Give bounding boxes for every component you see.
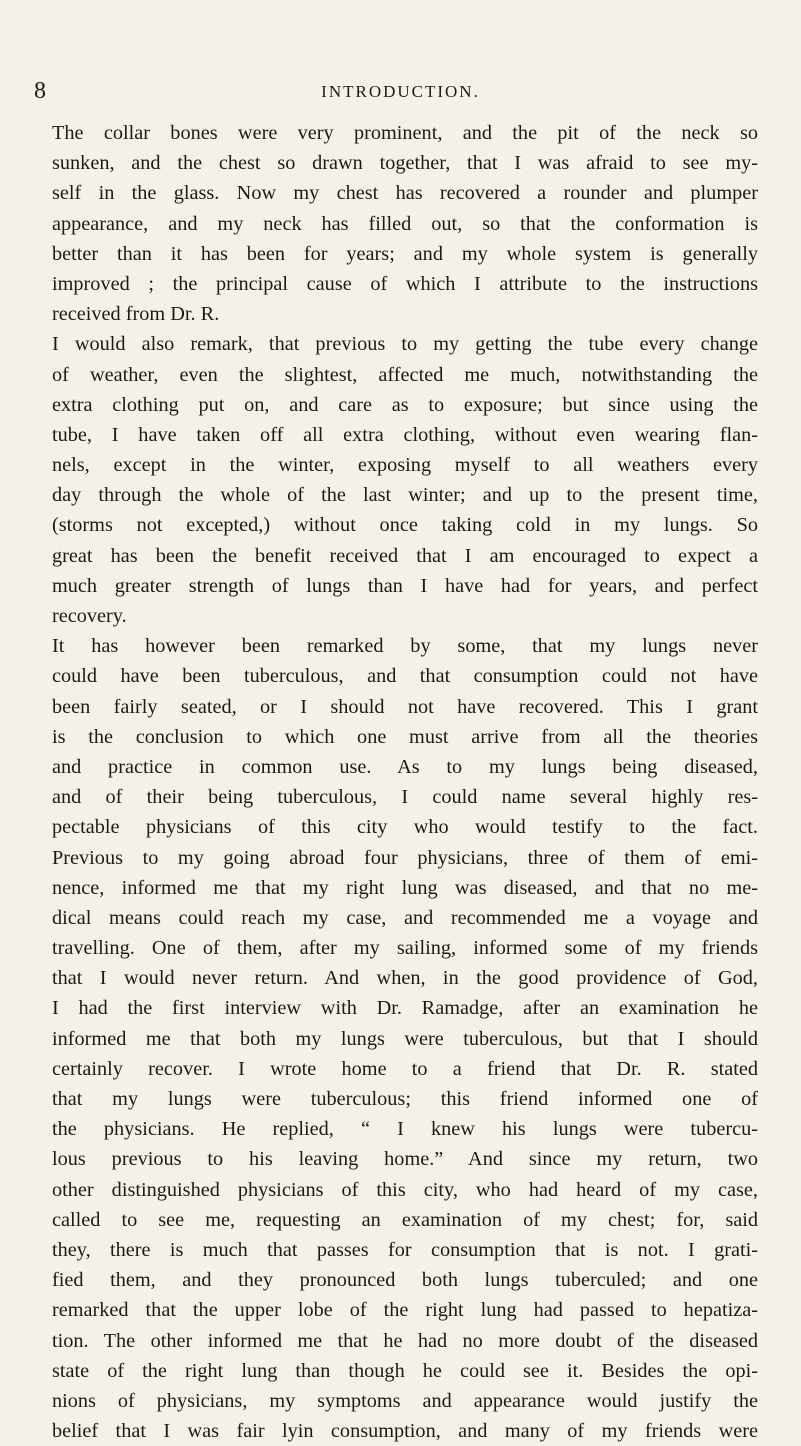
text-line: sunken, and the chest so drawn together, that I was afraid to see my- (52, 152, 758, 175)
text-line: fied them, and they pronounced both lungs tuberculed; and one (52, 1269, 758, 1292)
text-line: improved ; the principal cause of which I attribute to the instructions (52, 272, 758, 295)
text-line: that my lungs were tuberculous; this friend informed one of (52, 1088, 758, 1110)
text-line: certainly recover. I wrote home to a friend that Dr. R. stated (52, 1057, 758, 1080)
page-number: 8 (34, 78, 46, 104)
text-line: informed me that both my lungs were tuberculous, but that I should (52, 1027, 758, 1050)
text-line: is the conclusion to which one must arrive from all the theories (52, 725, 758, 748)
text-line: recovery. (52, 605, 127, 627)
text-line: and practice in common use. As to my lungs being diseased, (52, 755, 758, 778)
text-line: could have been tuberculous, and that consumption could not have (52, 665, 758, 688)
text-line: day through the whole of the last winter; and up to the present time, (52, 484, 758, 507)
text-line: much greater strength of lungs than I have had for years, and perfect (52, 574, 758, 597)
text-line: they, there is much that passes for consumption that is not. I grati- (52, 1238, 758, 1261)
text-line: extra clothing put on, and care as to exposure; but since using the (52, 393, 758, 416)
text-line: remarked that the upper lobe of the right lung had passed to hepatiza- (52, 1299, 758, 1322)
running-head: INTRODUCTION. (321, 82, 480, 101)
text-line: great has been the benefit received that I am encouraged to expect a (52, 544, 758, 567)
text-line: nence, informed me that my right lung was diseased, and that no me- (52, 876, 758, 899)
text-line: It has however been remarked by some, that my lungs never (52, 635, 758, 658)
text-line: that I would never return. And when, in the good providence of God, (52, 967, 758, 990)
text-line: (storms not excepted,) without once taking cold in my lungs. So (52, 514, 758, 537)
text-line: nels, except in the winter, exposing myself to all weathers every (52, 454, 758, 477)
text-line: appearance, and my neck has filled out, so that the conformation is (52, 212, 758, 235)
text-line: Previous to my going abroad four physicians, three of them of emi- (52, 846, 758, 869)
text-line: travelling. One of them, after my sailing, informed some of my friends (52, 937, 758, 960)
text-line: the physicians. He replied, “ I knew his lungs were tubercu- (52, 1118, 758, 1141)
page-header (34, 78, 767, 104)
body-text (52, 118, 758, 1446)
text-line: I would also remark, that previous to my getting the tube every change (52, 333, 758, 356)
text-line: and of their being tuberculous, I could name several highly res- (52, 786, 758, 809)
text-line: better than it has been for years; and my whole system is generally (52, 242, 758, 265)
text-line: received from Dr. R. (52, 303, 220, 326)
text-line: belief that I was fair lyin consumption, and many of my friends were (52, 1420, 758, 1443)
text-line: tube, I have taken off all extra clothing, without even wearing flan- (52, 423, 758, 446)
text-line: nions of physicians, my symptoms and appearance would justify the (52, 1389, 758, 1412)
text-line: of weather, even the slightest, affected me much, notwithstanding the (52, 363, 758, 386)
text-line: dical means could reach my case, and recommended me a voyage and (52, 906, 758, 929)
text-line: state of the right lung than though he could see it. Besides the opi- (52, 1359, 758, 1382)
text-line: tion. The other informed me that he had no more doubt of the diseased (52, 1329, 758, 1352)
text-line: lous previous to his leaving home.” And since my return, two (52, 1148, 758, 1171)
text-line: called to see me, requesting an examination of my chest; for, said (52, 1208, 758, 1231)
text-line: pectable physicians of this city who would testify to the fact. (52, 816, 758, 839)
text-line: other distinguished physicians of this city, who had heard of my case, (52, 1178, 758, 1201)
text-line: been fairly seated, or I should not have recovered. This I grant (52, 695, 758, 718)
text-line: The collar bones were very prominent, and the pit of the neck so (52, 122, 758, 144)
text-line: self in the glass. Now my chest has recovered a rounder and plumper (52, 182, 758, 205)
text-line: I had the first interview with Dr. Ramadge, after an examination he (52, 997, 758, 1020)
